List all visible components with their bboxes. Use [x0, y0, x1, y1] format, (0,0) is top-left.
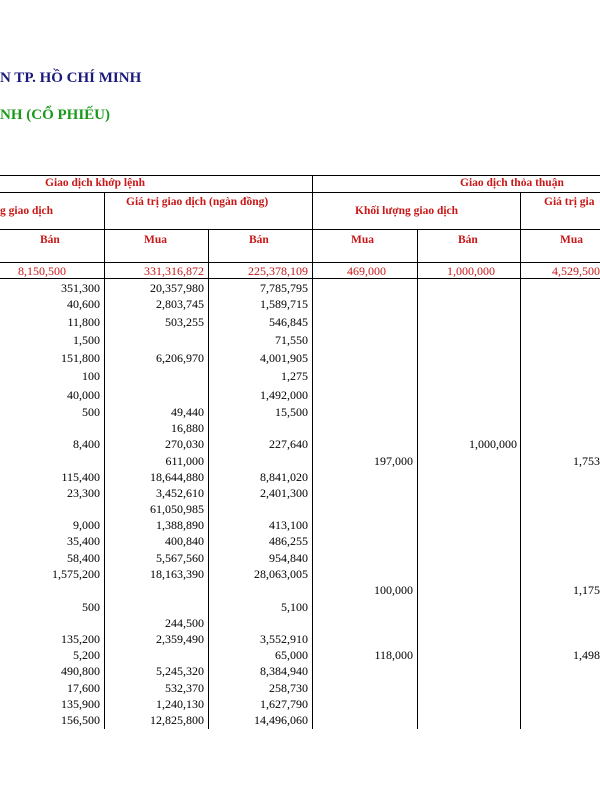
- column-header: Mua: [144, 234, 167, 246]
- table-cell: 100,000: [374, 583, 413, 597]
- table-cell: 4,001,905: [260, 351, 308, 365]
- table-cell: 413,100: [269, 518, 308, 532]
- subheader-volume-matched: g giao dịch: [0, 205, 54, 217]
- table-cell: 954,840: [269, 551, 308, 565]
- table-cell: 135,200: [61, 632, 100, 646]
- subheader-value-negotiated: Giá trị gia: [544, 196, 595, 208]
- column-header: Mua: [560, 234, 583, 246]
- table-cell: 156,500: [61, 713, 100, 727]
- table-cell: 40,600: [67, 297, 100, 311]
- table-cell: 1,753: [573, 454, 600, 468]
- table-cell: 71,550: [275, 333, 308, 347]
- table-cell: 11,800: [67, 315, 100, 329]
- table-cell: 1,275: [281, 369, 308, 383]
- table-cell: 18,163,390: [150, 567, 204, 581]
- table-cell: 20,357,980: [150, 281, 204, 295]
- table-cell: 35,400: [67, 534, 100, 548]
- table-cell: 1,627,790: [260, 697, 308, 711]
- table-cell: 8,400: [73, 437, 100, 451]
- table-cell: 244,500: [165, 616, 204, 630]
- table-cell: 500: [82, 405, 100, 419]
- report-title: N TP. HỒ CHÍ MINH: [0, 70, 142, 86]
- total-cell: 331,316,872: [144, 264, 204, 278]
- table-cell: 8,841,020: [260, 470, 308, 484]
- table-cell: 17,600: [67, 681, 100, 695]
- table-cell: 12,825,800: [150, 713, 204, 727]
- table-cell: 197,000: [374, 454, 413, 468]
- table-cell: 351,300: [61, 281, 100, 295]
- table-cell: 28,063,005: [254, 567, 308, 581]
- table-cell: 9,000: [73, 518, 100, 532]
- table-cell: 2,359,490: [156, 632, 204, 646]
- total-cell: 8,150,500: [18, 264, 66, 278]
- table-cell: 118,000: [374, 648, 413, 662]
- total-cell: 469,000: [347, 264, 386, 278]
- table-cell: 40,000: [67, 388, 100, 402]
- group-header-matched: Giao dịch khớp lệnh: [45, 177, 146, 189]
- table-cell: 1,388,890: [156, 518, 204, 532]
- table-cell: 2,401,300: [260, 486, 308, 500]
- subheader-value-matched: Giá trị giao dịch (ngàn đồng): [126, 196, 269, 208]
- table-cell: 486,255: [269, 534, 308, 548]
- table-cell: 503,255: [165, 315, 204, 329]
- table-cell: 1,000,000: [469, 437, 517, 451]
- table-cell: 18,644,880: [150, 470, 204, 484]
- report-subtitle: NH (CỔ PHIẾU): [0, 107, 110, 123]
- total-cell: 4,529,500: [552, 264, 600, 278]
- table-cell: 1,500: [73, 333, 100, 347]
- table-cell: 100: [82, 369, 100, 383]
- table-cell: 65,000: [275, 648, 308, 662]
- table-cell: 23,300: [67, 486, 100, 500]
- table-cell: 400,840: [165, 534, 204, 548]
- table-cell: 15,500: [275, 405, 308, 419]
- table-cell: 258,730: [269, 681, 308, 695]
- table-cell: 8,384,940: [260, 664, 308, 678]
- table-cell: 6,206,970: [156, 351, 204, 365]
- column-header: Bán: [458, 234, 478, 246]
- table-cell: 5,245,320: [156, 664, 204, 678]
- table-cell: 1,498: [573, 648, 600, 662]
- total-cell: 1,000,000: [447, 264, 495, 278]
- table-cell: 61,050,985: [150, 502, 204, 516]
- table-cell: 1,175: [573, 583, 600, 597]
- table-cell: 2,803,745: [156, 297, 204, 311]
- table-cell: 5,567,560: [156, 551, 204, 565]
- table-cell: 5,200: [73, 648, 100, 662]
- table-cell: 532,370: [165, 681, 204, 695]
- table-cell: 58,400: [67, 551, 100, 565]
- table-cell: 490,800: [61, 664, 100, 678]
- table-cell: 3,452,610: [156, 486, 204, 500]
- table-cell: 1,240,130: [156, 697, 204, 711]
- group-header-negotiated: Giao dịch thỏa thuận: [460, 177, 564, 189]
- table-cell: 270,030: [165, 437, 204, 451]
- subheader-volume-negotiated: Khối lượng giao dịch: [355, 205, 459, 217]
- table-cell: 227,640: [269, 437, 308, 451]
- table-cell: 1,492,000: [260, 388, 308, 402]
- table-cell: 1,575,200: [52, 567, 100, 581]
- table-cell: 16,880: [171, 421, 204, 435]
- column-header: Mua: [351, 234, 374, 246]
- table-cell: 5,100: [281, 600, 308, 614]
- table-cell: 151,800: [61, 351, 100, 365]
- table-cell: 49,440: [171, 405, 204, 419]
- column-header: Bán: [249, 234, 269, 246]
- table-cell: 135,900: [61, 697, 100, 711]
- table-cell: 546,845: [269, 315, 308, 329]
- table-cell: 1,589,715: [260, 297, 308, 311]
- column-header: Bán: [40, 234, 60, 246]
- table-cell: 3,552,910: [260, 632, 308, 646]
- table-cell: 611,000: [165, 454, 204, 468]
- table-cell: 500: [82, 600, 100, 614]
- table-cell: 14,496,060: [254, 713, 308, 727]
- table-cell: 115,400: [61, 470, 100, 484]
- total-cell: 225,378,109: [248, 264, 308, 278]
- table-cell: 7,785,795: [260, 281, 308, 295]
